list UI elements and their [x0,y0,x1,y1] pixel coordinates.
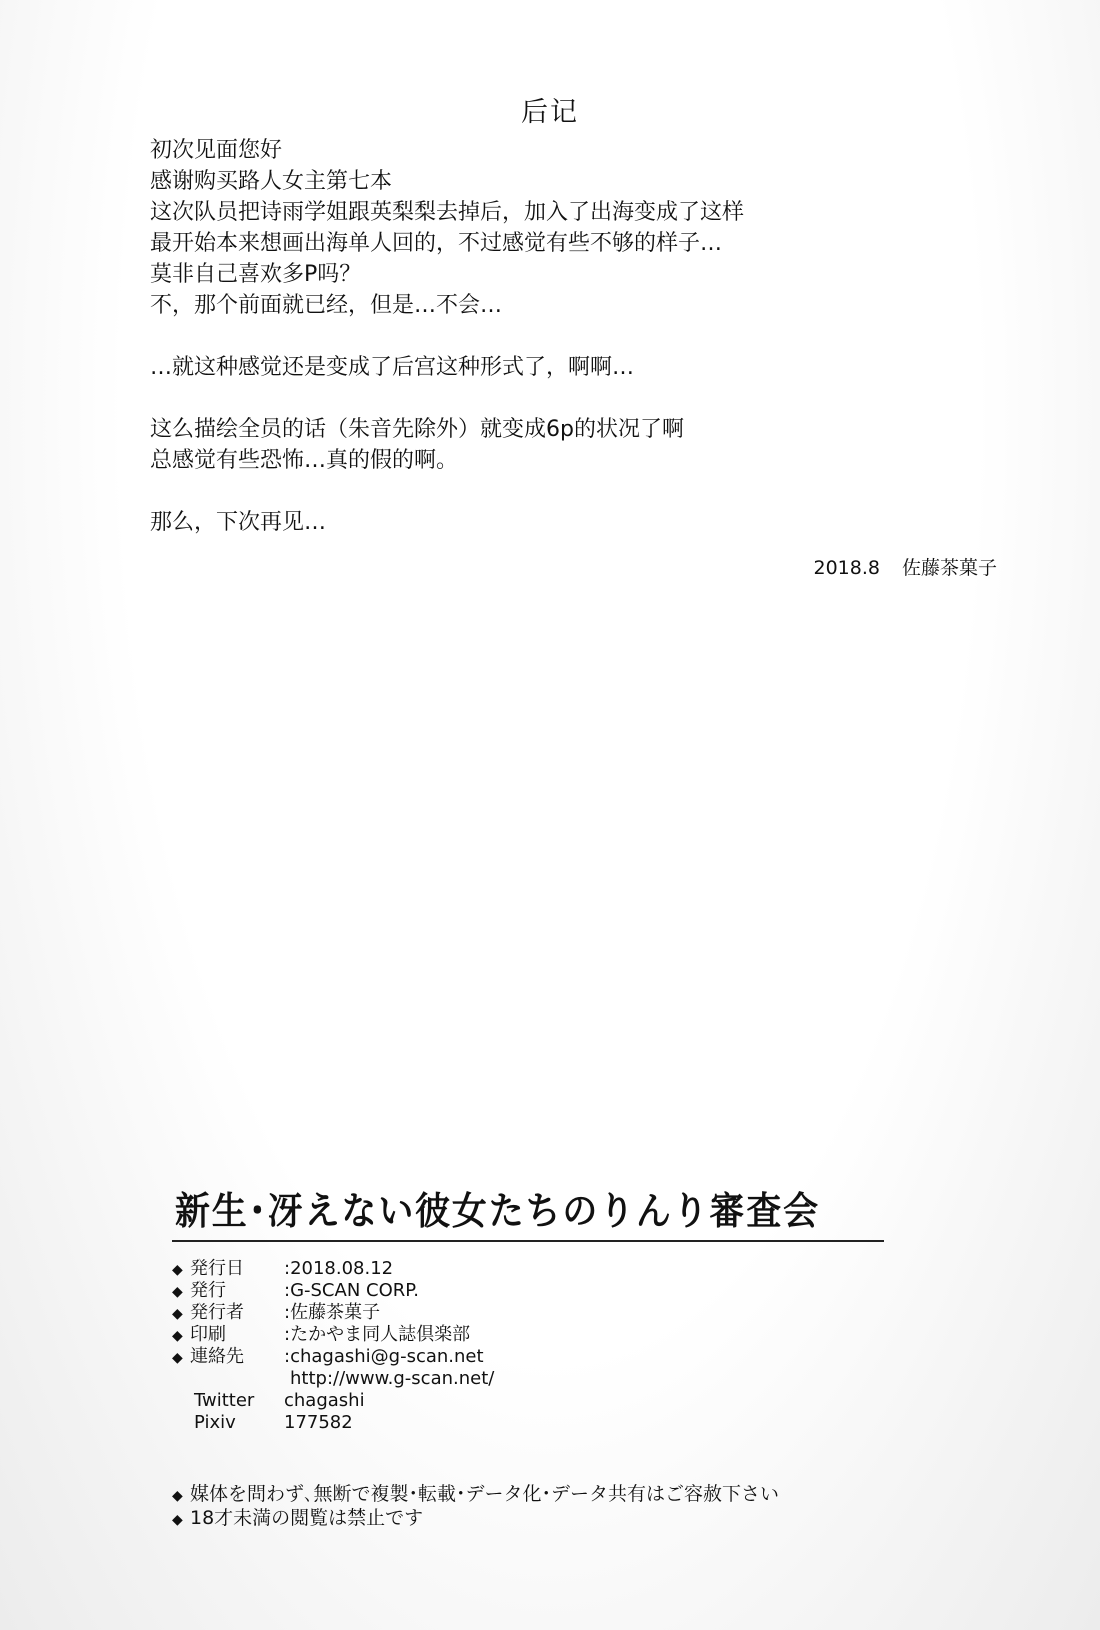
website-url: http://www.g-scan.net/ [290,1368,495,1389]
info-label: 発行 [190,1280,226,1301]
afterword-line: 这次队员把诗雨学姐跟英梨梨去掉后，加入了出海变成了这样 [150,200,745,225]
afterword-line: 不，那个前面就已经，但是…不会… [150,293,503,318]
afterword-line: 那么，下次再见… [150,510,327,535]
info-row-pixiv [172,1412,892,1434]
diamond-icon: ◆ [172,1328,183,1344]
info-row-printer [172,1324,892,1346]
note-copyright [172,1482,932,1506]
info-label: 発行者 [190,1302,244,1323]
colophon-title: 新生･冴えない彼女たちのりんり審査会 [175,1189,820,1233]
signature-name: 佐藤茶菓子 [901,557,997,579]
colophon-divider [172,1240,884,1242]
info-row-twitter [172,1390,892,1412]
info-row-issuer [172,1302,892,1324]
diamond-icon: ◆ [172,1284,183,1300]
afterword-text [150,135,1010,538]
note-text: 18才未満の閲覧は禁止です [190,1507,424,1529]
colophon-notes [172,1482,932,1530]
signature-date: 2018.8 [813,557,880,579]
info-value: :G-SCAN CORP. [284,1280,420,1301]
info-label: Pixiv [194,1412,236,1433]
pixiv-id: 177582 [284,1412,353,1433]
info-label: 発行日 [190,1258,244,1279]
twitter-handle: chagashi [284,1390,365,1411]
info-row-publisher [172,1280,892,1302]
afterword-line: 这么描绘全员的话（朱音先除外）就变成6p的状况了啊 [150,417,684,442]
afterword-title: 后记 [521,97,579,128]
note-age-restriction [172,1506,932,1530]
info-label [172,1368,194,1389]
info-value: :たかやま同人誌倶楽部 [284,1324,471,1345]
info-label: 印刷 [190,1324,226,1345]
info-value: :2018.08.12 [284,1258,394,1279]
afterword-line: …就这种感觉还是变成了后宫这种形式了，啊啊… [150,355,635,380]
diamond-icon: ◆ [172,1350,183,1366]
afterword-section [0,0,1100,600]
colophon-section [0,1180,1100,1560]
info-label: Twitter [194,1390,255,1411]
afterword-line: 感谢购买路人女主第七本 [150,169,393,194]
info-row-publish-date [172,1258,892,1280]
afterword-line: 莫非自己喜欢多P吗？ [150,262,362,287]
note-text: 媒体を問わず､無断で複製･転載･データ化･データ共有はご容赦下さい [190,1483,780,1505]
afterword-line: 总感觉有些恐怖…真的假的啊。 [150,448,459,473]
colophon-info [172,1258,892,1434]
afterword-signature [814,553,998,580]
diamond-icon: ◆ [172,1262,183,1278]
afterword-line: 最开始本来想画出海单人回的，不过感觉有些不够的样子… [150,231,723,256]
info-value: :佐藤茶菓子 [284,1302,381,1323]
info-row-website [172,1368,892,1390]
diamond-icon: ◆ [172,1512,183,1528]
diamond-icon: ◆ [172,1306,183,1322]
contact-email: :chagashi@g-scan.net [284,1346,484,1367]
info-row-contact [172,1346,892,1368]
afterword-line: 初次见面您好 [150,138,283,163]
info-label: 連絡先 [190,1346,244,1367]
diamond-icon: ◆ [172,1488,183,1504]
